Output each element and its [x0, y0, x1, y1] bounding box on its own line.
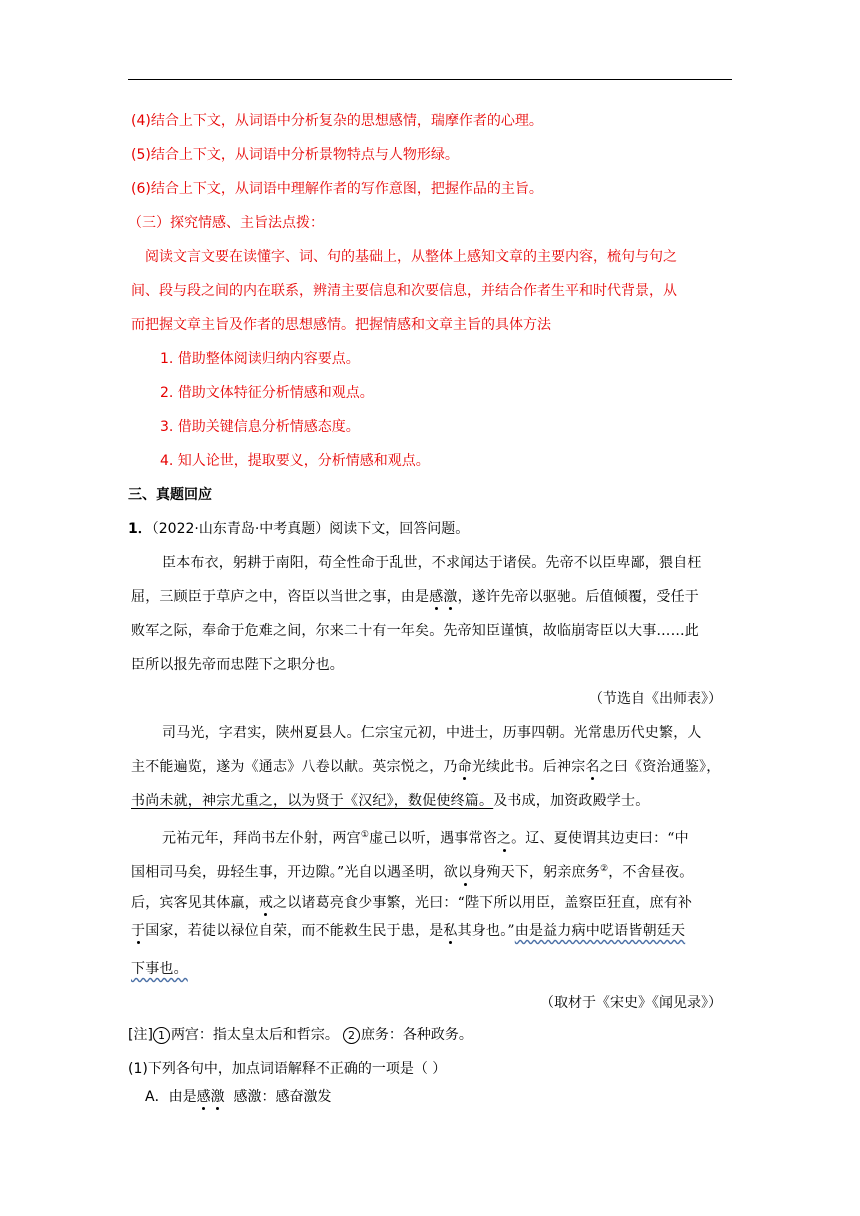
passage1-line-1: 臣本布衣，躬耕于南阳，苟全性命于乱世，不求闻达于诸侯。先帝不以臣卑鄙，猥自枉	[162, 555, 702, 571]
passage1-line-3: 败军之际，奉命于危难之间，尔来二十有一年矣。先帝知臣谨慎，故临崩寄臣以大事……此	[131, 623, 699, 639]
passage2-source: （取材于《宋史》《闻见录》）	[540, 995, 722, 1011]
text-run: 之曰《资治通鉴》，	[599, 759, 721, 775]
circled-number: 2	[343, 1027, 360, 1044]
method-1: 1. 借助整体阅读归纳内容要点。	[160, 351, 360, 367]
wavy-underlined-sentence: 下事也。	[131, 961, 188, 977]
method-3: 3. 借助关键信息分析情感态度。	[160, 419, 360, 435]
red-heading: （三）探究情感、主旨法点拨：	[128, 215, 324, 231]
text-run: ，不舍昼夜。	[608, 864, 694, 881]
section-title: 三、真题回应	[128, 487, 212, 503]
dotted-char: 感	[429, 589, 444, 605]
text-run: ，遂许先帝以驱驰。后值倾覆，受任于	[457, 589, 700, 605]
text-run: 虚己以听，遇事常咨	[369, 830, 497, 847]
text-run: 。辽、夏使谓其边吏曰：“中	[511, 830, 689, 847]
passage2-p2-line-2	[131, 859, 693, 883]
passage2-p1-line-2	[131, 757, 720, 777]
red-intro-line-3: 而把握文章主旨及作者的思想感情。把握情感和文章主旨的具体方法	[131, 317, 551, 333]
circled-number: 1	[153, 1027, 170, 1044]
dotted-char: 名	[585, 759, 600, 775]
dotted-char: 激	[443, 589, 458, 605]
underlined-sentence: 书尚未就，神宗尤重之，以为贤于《汉纪》，数促使终篇。	[131, 793, 494, 809]
notes-line	[128, 1025, 473, 1045]
text-run: 光续此书。后神宗	[471, 759, 586, 775]
note-2: 庶务：各种政务。	[360, 1027, 473, 1043]
passage1-source: （节选自《出师表》）	[589, 691, 722, 707]
text-run: 后，宾客见其体羸，	[131, 895, 259, 911]
dotted-char: 感	[196, 1089, 211, 1105]
dotted-char: 激	[210, 1089, 225, 1105]
red-intro-line-1: 阅读文言文要在读懂字、词、句的基础上，从整体上感知文章的主要内容，梳句与句之	[145, 249, 677, 265]
text-run: 国相司马矣，毋轻生事，开边隙。”光自以遇圣明，欲	[131, 864, 458, 881]
passage2-p2-line-4	[131, 921, 685, 941]
footnote-marker: ②	[599, 864, 609, 874]
question-line	[128, 519, 469, 539]
red-intro-line-2: 间、段与段之间的内在联系，辨清主要信息和次要信息，并结合作者生平和时代背景，从	[131, 283, 677, 299]
text-run: 身殉天下，躬亲庶务	[472, 864, 600, 881]
passage1-line-2	[131, 587, 699, 607]
text-run: 其身也。”	[457, 923, 515, 939]
text-run: 国家，若徒以禄位自荣，而不能救生民于患，是	[145, 923, 444, 939]
option-label: A．由是	[145, 1089, 197, 1105]
text-run: 及书成，加资政殿学士。	[493, 793, 650, 809]
red-item-5: (5)结合上下文，从词语中分析景物特点与人物形绿。	[131, 147, 459, 163]
header-rule	[128, 79, 732, 80]
red-item-4: (4)结合上下文，从词语中分析复杂的思想感情，瑞摩作者的心理。	[131, 113, 543, 129]
notes-label: [注]	[128, 1027, 153, 1043]
footnote-marker: ①	[360, 830, 370, 840]
dotted-char: 以	[457, 864, 473, 881]
dotted-char: 之	[496, 830, 512, 847]
method-2: 2. 借助文体特征分析情感和观点。	[160, 385, 374, 401]
passage2-p2-line-1	[162, 825, 689, 849]
passage2-p1-line-3	[131, 791, 649, 811]
passage2-p2-line-5	[131, 959, 188, 979]
dotted-char: 命	[457, 759, 472, 775]
red-item-6: (6)结合上下文，从词语中理解作者的写作意图，把握作品的主旨。	[131, 181, 543, 197]
text-run: 屈，三顾臣于草庐之中，咨臣以当世之事，由是	[131, 589, 430, 605]
passage2-p2-line-3	[131, 893, 692, 913]
dotted-char: 戒	[258, 895, 274, 911]
note-1: 两宫：指太皇太后和哲宗。	[170, 1027, 339, 1043]
subquestion-1: (1)下列各句中，加点词语解释不正确的一项是（ ）	[128, 1061, 447, 1077]
question-prompt: 阅读下文，回答问题。	[329, 521, 470, 537]
question-number: 1．	[128, 521, 152, 537]
method-4: 4. 知人论世，提取要义，分析情感和观点。	[160, 453, 430, 469]
text-run: 主不能遍览，遂为《通志》八卷以献。英宗悦之，乃	[131, 759, 458, 775]
text-run: 之以诸葛亮食少事繁，光曰：“陛下所以用臣，盖察臣狂直，庶有补	[273, 895, 693, 911]
text-run: 元祐元年，拜尚书左仆射，两宫	[162, 830, 361, 847]
passage2-p1-line-1: 司马光，字君实，陕州夏县人。仁宗宝元初，中进士，历事四朝。光常患历代史繁，人	[162, 725, 702, 741]
option-a	[145, 1087, 331, 1107]
dotted-char: 于	[131, 923, 146, 939]
question-source: （2022·山东青岛·中考真题）	[151, 521, 330, 537]
wavy-underlined-sentence: 由是益力病中呓语皆朝廷天	[514, 923, 686, 939]
dotted-char: 私	[443, 923, 458, 939]
passage1-line-4: 臣所以报先帝而忠陛下之职分也。	[131, 657, 344, 673]
option-text: 感激：感奋激发	[224, 1089, 332, 1105]
